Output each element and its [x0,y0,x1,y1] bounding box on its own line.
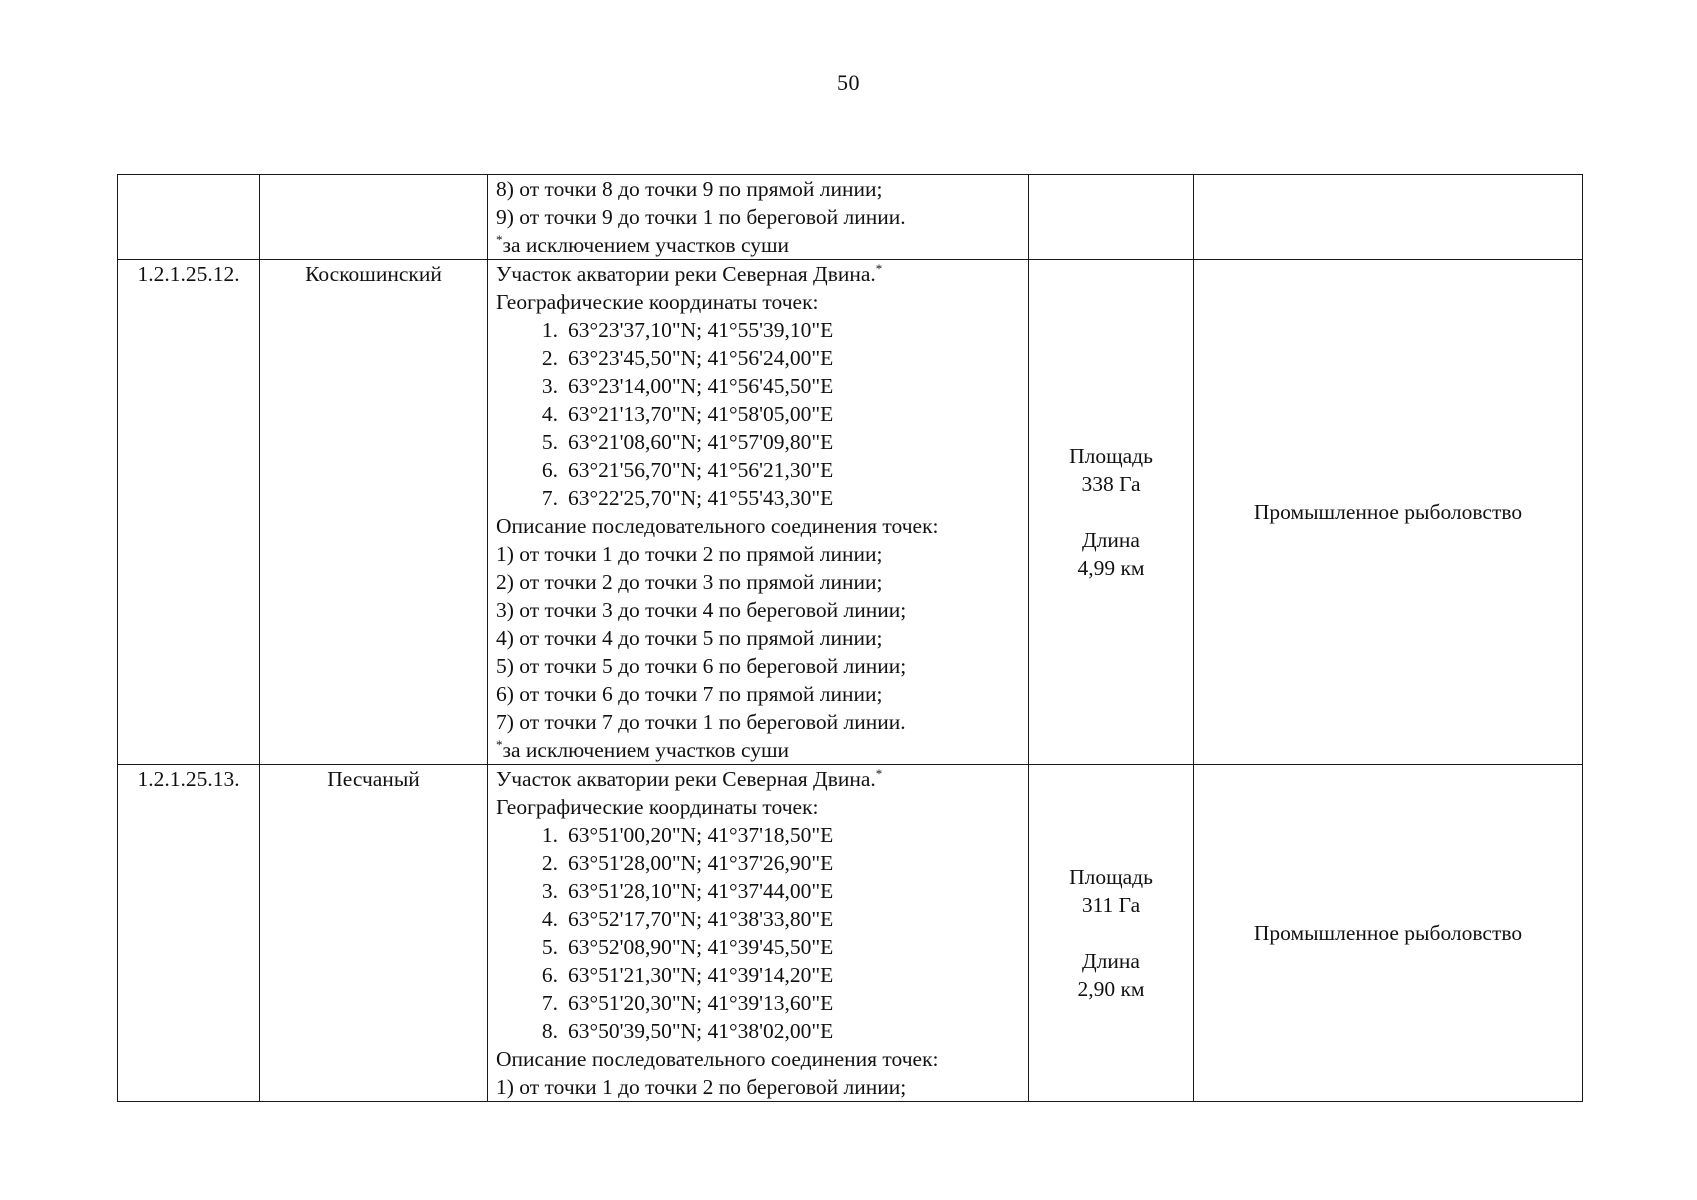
area-size-cell [1029,260,1194,765]
coordinate-item [496,428,1020,456]
connection-line: 6) от точки 6 до точки 7 по прямой линии; [496,682,883,706]
area-value: 338 Га [1081,472,1141,496]
coordinate-index: 1. [541,318,558,342]
connection-line: 1) от точки 1 до точки 2 по прямой линии; [496,542,883,566]
coordinate-item [496,821,1020,849]
area-title-text: Участок акватории реки Северная Двина. [496,262,876,286]
area-name-cell: Песчаный [260,765,488,1102]
coordinate-index: 3. [541,374,558,398]
length-value: 2,90 км [1077,977,1145,1001]
table-row [118,175,1583,260]
footnote-star: * [496,231,503,247]
area-label: Площадь [1069,444,1153,468]
area-size-cell [1029,765,1194,1102]
footnote-star: * [875,260,883,276]
coordinate-item [496,400,1020,428]
coordinate-value: 63°51'28,10"N; 41°37'44,00"E [568,879,834,903]
coordinate-item [496,456,1020,484]
coordinate-item [496,372,1020,400]
area-number-cell [118,175,260,260]
area-title [496,260,1020,288]
footnote [496,231,1020,259]
coordinate-item [496,933,1020,961]
coordinate-value: 63°23'14,00"N; 41°56'45,50"E [568,374,834,398]
length-value: 4,99 км [1077,556,1145,580]
spacer [1037,919,1185,947]
area-number-cell: 1.2.1.25.13. [118,765,260,1102]
coordinate-value: 63°23'45,50"N; 41°56'24,00"E [568,346,834,370]
coordinate-value: 63°21'08,60"N; 41°57'09,80"E [568,430,834,454]
connection-heading: Описание последовательного соединения точек: [496,1047,939,1071]
footnote-text: за исключением участков суши [502,738,790,762]
length-label: Длина [1082,528,1140,552]
area-number-cell: 1.2.1.25.12. [118,260,260,765]
coords-heading: Географические координаты точек: [496,290,819,314]
coordinate-item [496,344,1020,372]
area-name-cell: Коскошинский [260,260,488,765]
coordinate-index: 7. [541,991,558,1015]
page-number: 50 [837,70,860,95]
coordinate-index: 5. [541,935,558,959]
connection-line: 7) от точки 7 до точки 1 по береговой линии. [496,710,906,734]
connection-heading: Описание последовательного соединения точек: [496,514,939,538]
spacer [1037,498,1185,526]
footnote [496,736,1020,764]
coordinate-value: 63°52'17,70"N; 41°38'33,80"E [568,907,834,931]
area-use-cell: Промышленное рыболовство [1194,260,1583,765]
area-title-text: Участок акватории реки Северная Двина. [496,767,876,791]
coordinate-item [496,316,1020,344]
coords-heading: Географические координаты точек: [496,795,819,819]
area-title [496,765,1020,793]
connection-line: 5) от точки 5 до точки 6 по береговой линии; [496,654,907,678]
coordinate-value: 63°51'21,30"N; 41°39'14,20"E [568,963,834,987]
connection-line: 9) от точки 9 до точки 1 по береговой линии. [496,205,906,229]
coordinate-index: 4. [541,402,558,426]
area-use-cell [1194,175,1583,260]
coordinate-index: 7. [541,486,558,510]
coordinate-item [496,1017,1020,1045]
coordinate-index: 4. [541,907,558,931]
coordinate-item [496,905,1020,933]
coordinate-index: 1. [541,823,558,847]
area-description-cell [488,260,1029,765]
connection-line: 3) от точки 3 до точки 4 по береговой линии; [496,598,907,622]
table-row [118,765,1583,1102]
coordinate-value: 63°51'28,00"N; 41°37'26,90"E [568,851,834,875]
coordinate-index: 6. [541,458,558,482]
area-use-cell: Промышленное рыболовство [1194,765,1583,1102]
coordinate-index: 2. [541,851,558,875]
coordinate-value: 63°52'08,90"N; 41°39'45,50"E [568,935,834,959]
area-size-cell [1029,175,1194,260]
coordinate-index: 5. [541,430,558,454]
connection-line: 8) от точки 8 до точки 9 по прямой линии; [496,177,883,201]
coordinate-value: 63°21'56,70"N; 41°56'21,30"E [568,458,834,482]
coordinate-item [496,849,1020,877]
coordinate-item [496,877,1020,905]
area-description-cell [488,765,1029,1102]
connection-line: 4) от точки 4 до точки 5 по прямой линии; [496,626,883,650]
coordinate-item [496,484,1020,512]
table-row [118,260,1583,765]
coordinate-index: 3. [541,879,558,903]
connection-line: 2) от точки 2 до точки 3 по прямой линии; [496,570,883,594]
coordinate-index: 2. [541,346,558,370]
connection-line: 1) от точки 1 до точки 2 по береговой линии; [496,1075,907,1099]
coordinate-value: 63°21'13,70"N; 41°58'05,00"E [568,402,834,426]
footnote-star: * [875,765,883,781]
coordinate-index: 8. [541,1019,558,1043]
coordinate-value: 63°50'39,50"N; 41°38'02,00"E [568,1019,834,1043]
coordinate-item [496,989,1020,1017]
area-name-cell [260,175,488,260]
footnote-star: * [496,736,503,752]
coordinate-value: 63°23'37,10"N; 41°55'39,10"E [568,318,834,342]
length-label: Длина [1082,949,1140,973]
area-value: 311 Га [1081,893,1141,917]
coordinate-value: 63°22'25,70"N; 41°55'43,30"E [568,486,834,510]
area-description-cell [488,175,1029,260]
fishing-areas-table [117,174,1583,1102]
coordinate-index: 6. [541,963,558,987]
footnote-text: за исключением участков суши [502,233,790,257]
coordinate-item [496,961,1020,989]
coordinate-value: 63°51'00,20"N; 41°37'18,50"E [568,823,834,847]
coordinate-value: 63°51'20,30"N; 41°39'13,60"E [568,991,834,1015]
area-label: Площадь [1069,865,1153,889]
